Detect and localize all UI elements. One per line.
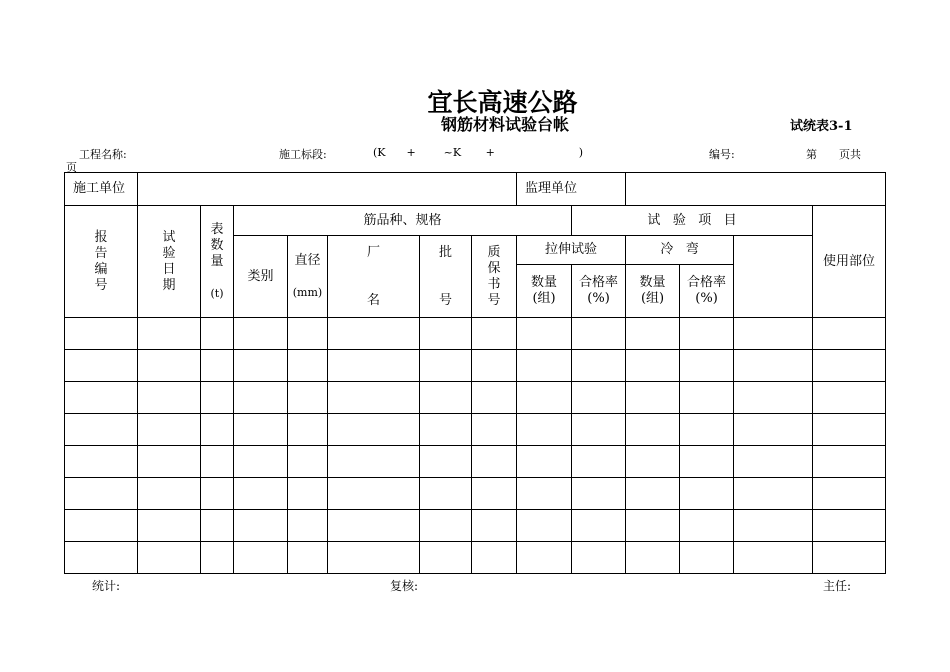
form-number: 试统表3-1 [790, 119, 853, 134]
batch-cell[interactable] [420, 350, 472, 382]
review-label: 复核: [390, 579, 419, 593]
supervision-unit-label: 监理单位 [517, 173, 626, 206]
cert-no-cell[interactable] [472, 350, 517, 382]
bend-pass-rate-cell[interactable] [680, 446, 734, 478]
test-date-cell[interactable] [138, 318, 201, 350]
page-total-label: 页共 [839, 148, 861, 161]
quantity-cell[interactable] [201, 446, 234, 478]
rebar-spec-header: 筋品种、规格 [234, 206, 572, 236]
remarks-cell[interactable] [813, 478, 886, 510]
category-cell[interactable] [234, 446, 288, 478]
tensile-pass-rate-cell[interactable] [572, 542, 626, 574]
cert-no-header: 质保书号 [472, 236, 517, 318]
bend-pass-rate-cell[interactable] [680, 542, 734, 574]
quantity-cell[interactable] [201, 318, 234, 350]
table-row [65, 446, 886, 478]
report-no-cell[interactable] [65, 382, 138, 414]
report-no-header: 报告编号 [65, 206, 138, 318]
remarks-cell[interactable] [813, 318, 886, 350]
usage-location-cell[interactable] [734, 382, 813, 414]
table-row [65, 510, 886, 542]
supervision-unit-field [626, 173, 886, 206]
report-no-cell[interactable] [65, 510, 138, 542]
bend-pass-rate-cell[interactable] [680, 350, 734, 382]
bend-count-header: 数量(组) [626, 265, 680, 318]
unit-row [65, 173, 886, 206]
bend-pass-rate-cell[interactable] [680, 510, 734, 542]
cert-no-cell[interactable] [472, 446, 517, 478]
cert-no-cell[interactable] [472, 318, 517, 350]
tensile-pass-rate-cell[interactable] [572, 414, 626, 446]
remarks-cell[interactable] [813, 414, 886, 446]
factory-header: 厂 名 [328, 236, 420, 318]
table-row [65, 318, 886, 350]
test-date-cell[interactable] [138, 382, 201, 414]
quantity-cell[interactable] [201, 414, 234, 446]
test-date-header: 试验日期 [138, 206, 201, 318]
tensile-count-cell[interactable] [517, 414, 572, 446]
header-row-1 [65, 206, 886, 236]
tensile-count-cell[interactable] [517, 318, 572, 350]
quantity-cell[interactable] [201, 510, 234, 542]
batch-cell[interactable] [420, 478, 472, 510]
batch-cell[interactable] [420, 542, 472, 574]
usage-location-cell[interactable] [734, 478, 813, 510]
page-ye-label: 页 [66, 161, 77, 174]
usage-location-cell[interactable] [734, 350, 813, 382]
diameter-cell[interactable] [288, 446, 328, 478]
batch-cell[interactable] [420, 318, 472, 350]
cold-bend-header: 冷 弯 [626, 236, 734, 265]
category-cell[interactable] [234, 382, 288, 414]
remarks-cell[interactable] [813, 446, 886, 478]
batch-cell[interactable] [420, 382, 472, 414]
page-di-label: 第 [806, 148, 817, 161]
tensile-test-header: 拉伸试验 [517, 236, 626, 265]
serial-number-label: 编号: [709, 148, 735, 161]
bend-pass-rate-cell[interactable] [680, 318, 734, 350]
cert-no-cell[interactable] [472, 382, 517, 414]
bend-count-cell[interactable] [626, 542, 680, 574]
project-name-label: 工程名称: [79, 148, 127, 161]
quantity-cell[interactable] [201, 350, 234, 382]
usage-location-cell[interactable] [734, 446, 813, 478]
factory-cell[interactable] [328, 478, 420, 510]
data-rows [65, 318, 886, 574]
test-date-cell[interactable] [138, 542, 201, 574]
report-no-cell[interactable] [65, 478, 138, 510]
batch-cell[interactable] [420, 510, 472, 542]
section-label: 施工标段: [279, 148, 327, 161]
bend-pass-rate-cell[interactable] [680, 414, 734, 446]
table-row [65, 542, 886, 574]
test-date-cell[interactable] [138, 510, 201, 542]
cert-no-cell[interactable] [472, 510, 517, 542]
report-no-cell[interactable] [65, 414, 138, 446]
diameter-cell[interactable] [288, 478, 328, 510]
test-ledger-table [64, 172, 886, 574]
batch-header: 批 号 [420, 236, 472, 318]
cert-no-cell[interactable] [472, 414, 517, 446]
cert-no-cell[interactable] [472, 542, 517, 574]
usage-location-cell[interactable] [734, 542, 813, 574]
test-items-header: 试 验 项 目 [572, 206, 813, 236]
factory-cell[interactable] [328, 350, 420, 382]
table-row [65, 478, 886, 510]
bend-count-cell[interactable] [626, 414, 680, 446]
test-date-cell[interactable] [138, 446, 201, 478]
batch-cell[interactable] [420, 446, 472, 478]
cert-no-cell[interactable] [472, 478, 517, 510]
bend-count-cell[interactable] [626, 510, 680, 542]
tensile-count-cell[interactable] [517, 350, 572, 382]
tensile-count-cell[interactable] [517, 510, 572, 542]
section-value: (K + ~K + ) [373, 146, 584, 159]
test-date-cell[interactable] [138, 478, 201, 510]
category-cell[interactable] [234, 542, 288, 574]
bend-count-cell[interactable] [626, 446, 680, 478]
tensile-count-cell[interactable] [517, 542, 572, 574]
usage-location-header: 使用部位 [813, 206, 886, 318]
quantity-cell[interactable] [201, 478, 234, 510]
diameter-cell[interactable] [288, 542, 328, 574]
tensile-pass-rate-cell[interactable] [572, 350, 626, 382]
test-date-cell[interactable] [138, 350, 201, 382]
usage-location-cell[interactable] [734, 510, 813, 542]
diameter-cell[interactable] [288, 318, 328, 350]
table-row [65, 382, 886, 414]
remarks-cell[interactable] [813, 350, 886, 382]
remarks-cell[interactable] [813, 542, 886, 574]
construction-unit-label: 施工单位 [65, 173, 138, 206]
remarks-cell[interactable] [813, 510, 886, 542]
category-cell[interactable] [234, 350, 288, 382]
bend-count-cell[interactable] [626, 478, 680, 510]
document-title: 宜长高速公路 [427, 88, 578, 117]
construction-unit-field [138, 173, 517, 206]
factory-cell[interactable] [328, 414, 420, 446]
quantity-header: 表数量 (t) [201, 206, 234, 318]
report-no-cell[interactable] [65, 350, 138, 382]
bend-pass-rate-cell[interactable] [680, 382, 734, 414]
director-label: 主任: [823, 579, 852, 593]
factory-cell[interactable] [328, 510, 420, 542]
report-no-cell[interactable] [65, 318, 138, 350]
factory-cell[interactable] [328, 382, 420, 414]
tensile-pass-rate-cell[interactable] [572, 318, 626, 350]
category-cell[interactable] [234, 318, 288, 350]
table-row [65, 350, 886, 382]
tensile-pass-rate-header: 合格率(%) [572, 265, 626, 318]
factory-cell[interactable] [328, 542, 420, 574]
category-cell[interactable] [234, 510, 288, 542]
document-subtitle: 钢筋材料试验台帐 [440, 115, 569, 134]
diameter-cell[interactable] [288, 382, 328, 414]
factory-cell[interactable] [328, 318, 420, 350]
factory-cell[interactable] [328, 446, 420, 478]
stats-label: 统计: [92, 579, 121, 593]
batch-cell[interactable] [420, 414, 472, 446]
diameter-header: 直径 (mm) [288, 236, 328, 318]
diameter-cell[interactable] [288, 510, 328, 542]
report-no-cell[interactable] [65, 542, 138, 574]
quantity-cell[interactable] [201, 542, 234, 574]
usage-location-cell[interactable] [734, 318, 813, 350]
tensile-count-cell[interactable] [517, 382, 572, 414]
quantity-cell[interactable] [201, 382, 234, 414]
diameter-cell[interactable] [288, 414, 328, 446]
bend-count-cell[interactable] [626, 350, 680, 382]
tensile-pass-rate-cell[interactable] [572, 382, 626, 414]
bend-count-cell[interactable] [626, 382, 680, 414]
remarks-cell[interactable] [813, 382, 886, 414]
table-row [65, 414, 886, 446]
tensile-count-cell[interactable] [517, 478, 572, 510]
usage-location-cell[interactable] [734, 414, 813, 446]
category-cell[interactable] [234, 478, 288, 510]
tensile-count-cell[interactable] [517, 446, 572, 478]
test-date-cell[interactable] [138, 414, 201, 446]
category-header: 类别 [234, 236, 288, 318]
report-no-cell[interactable] [65, 446, 138, 478]
bend-pass-rate-header: 合格率(%) [680, 265, 734, 318]
tensile-pass-rate-cell[interactable] [572, 478, 626, 510]
diameter-cell[interactable] [288, 350, 328, 382]
tensile-pass-rate-cell[interactable] [572, 446, 626, 478]
tensile-pass-rate-cell[interactable] [572, 510, 626, 542]
category-cell[interactable] [234, 414, 288, 446]
bend-pass-rate-cell[interactable] [680, 478, 734, 510]
tensile-count-header: 数量(组) [517, 265, 572, 318]
bend-count-cell[interactable] [626, 318, 680, 350]
